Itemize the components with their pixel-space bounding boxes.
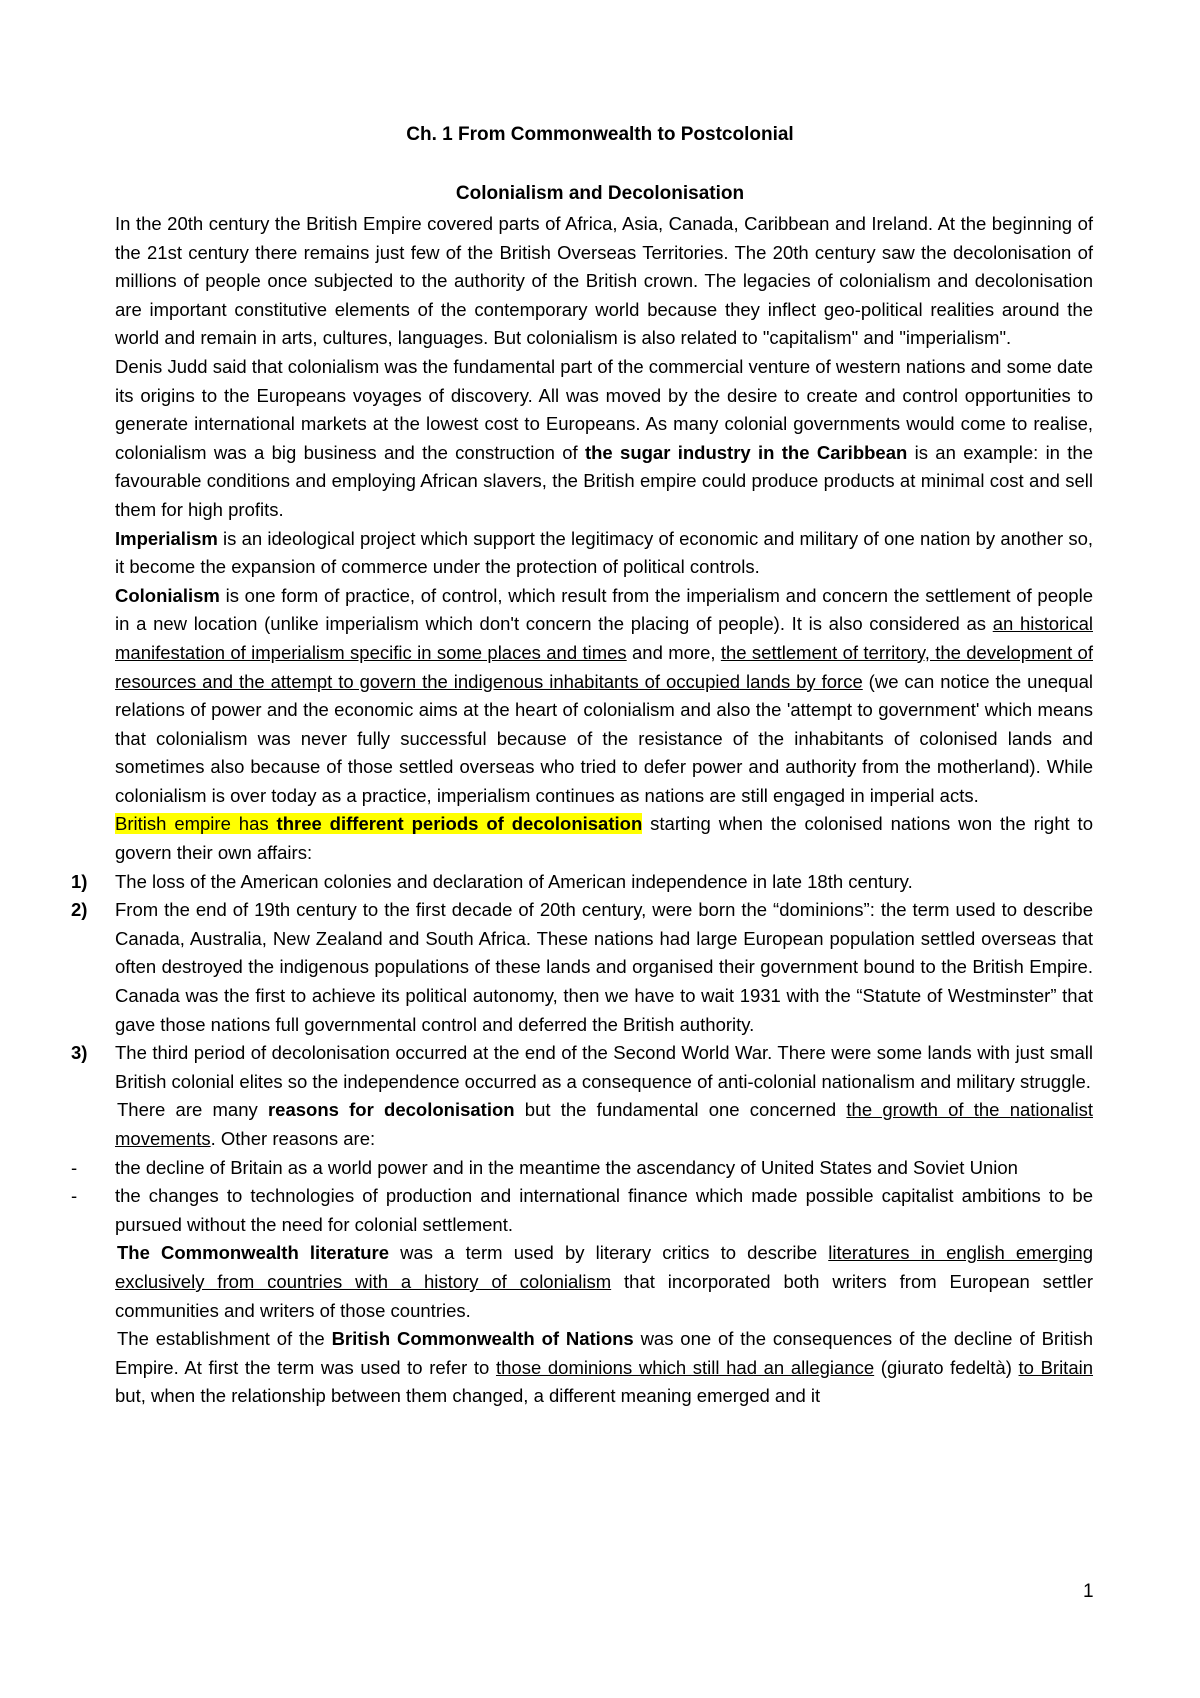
list-item-text: The third period of decolonisation occurred at the end of the Second World War. There were some lands with just small British colonial elites so the independence occurred as a consequence of anti-colonial nationalism and military struggle. xyxy=(115,1042,1093,1092)
list-item-text: From the end of 19th century to the first decade of 20th century, were born the “dominions”: the term used to describe Canada, Australia, New Zealand and South Africa. These nations had large European population settled overseas that often destroyed the indigenous populations of these lands and organised their government bound to the British Empire. Canada was the first to achieve its political autonomy, then we have to wait 1931 with the “Statute of Westminster” that gave those nations full governmental control and deferred the British authority. xyxy=(115,899,1093,1035)
list-item xyxy=(71,1039,1093,1096)
list-item xyxy=(71,868,1093,897)
list-marker: 1) xyxy=(71,870,88,892)
bullet-item-text: the decline of Britain as a world power and in the meantime the ascendancy of United States and Soviet Union xyxy=(115,1156,1018,1178)
bullet-item xyxy=(71,1154,1093,1183)
paragraph-colonialism: Colonialism is one form of practice, of control, which result from the imperialism and concern the settlement of people in a new location (unlike imperialism which don't concern the placing of people). It is also considered as an historical manifestation of imperialism specific in some places and times and more, the settlement of territory, the development of resources and the attempt to govern the indigenous inhabitants of occupied lands by force (we can notice the unequal relations of power and the economic aims at the heart of colonialism and also the 'attempt to government' which means that colonialism was never fully successful because of the resistance of the inhabitants of colonised lands and sometimes also because of those settled overseas who tried to defer power and authority from the motherland). While colonialism is over today as a practice, imperialism continues as nations are still engaged in imperial acts. xyxy=(115,584,1093,806)
bullet-item xyxy=(71,1182,1093,1239)
list-marker: 2) xyxy=(71,899,88,921)
paragraph-imperialism: Imperialism is an ideological project which support the legitimacy of economic and military of one nation by another so, it become the expansion of commerce under the protection of political controls. xyxy=(115,527,1093,578)
bullet-marker: - xyxy=(71,1156,78,1178)
page-title: Ch. 1 From Commonwealth to Postcolonial xyxy=(406,124,794,145)
document-body xyxy=(71,210,1094,1411)
paragraph-commonwealth-literature: The Commonwealth literature was a term used by literary critics to describe literatures in english emerging exclusively from countries with a history of colonialism that incorporated both writers from European settler communities and writers of those countries. xyxy=(115,1242,1093,1321)
page-number: 1 xyxy=(1083,1581,1094,1602)
paragraph-judd: Denis Judd said that colonialism was the fundamental part of the commercial venture of western nations and some date its origins to the Europeans voyages of discovery. All was moved by the desire to create and control opportunities to generate international markets at the lowest cost to Europeans. As many colonial governments would come to realise, colonialism was a big business and the construction of the sugar industry in the Caribbean is an example: in the favourable conditions and employing African slavers, the British empire could produce products at minimal cost and sell them for high profits. xyxy=(115,355,1093,520)
bullet-marker: - xyxy=(71,1185,78,1207)
paragraph-reasons: There are many reasons for decolonisation but the fundamental one concerned the growth of the nationalist movements. Other reasons are: xyxy=(115,1099,1093,1149)
list-marker: 3) xyxy=(71,1042,88,1064)
section-heading: Colonialism and Decolonisation xyxy=(455,183,745,204)
paragraph-intro: In the 20th century the British Empire covered parts of Africa, Asia, Canada, Caribbean and Ireland. At the beginning of the 21st century there remains just few of the British Overseas Territories. The 20th century saw the decolonisation of millions of people once subjected to the authority of the British crown. The legacies of colonialism and decolonisation are important constitutive elements of the contemporary world because they inflect geo-political realities around the world and remain in arts, cultures, languages. But colonialism is also related to "capitalism" and "imperialism". xyxy=(115,213,1093,349)
list-item-text: The loss of the American colonies and declaration of American independence in late 18th century. xyxy=(115,870,913,892)
paragraph-british-commonwealth: The establishment of the British Commonwealth of Nations was one of the consequences of the decline of British Empire. At first the term was used to refer to those dominions which still had an allegiance (giurato fedeltà) to Britain but, when the relationship between them changed, a different meaning emerged and it xyxy=(115,1328,1094,1407)
bullet-item-text: the changes to technologies of production and international finance which made possible capitalist ambitions to be pursued without the need for colonial settlement. xyxy=(115,1185,1093,1235)
list-item xyxy=(71,896,1093,1039)
paragraph-periods: British empire has three different periods of decolonisation starting when the colonised nations won the right to govern their own affairs: xyxy=(115,813,1093,864)
